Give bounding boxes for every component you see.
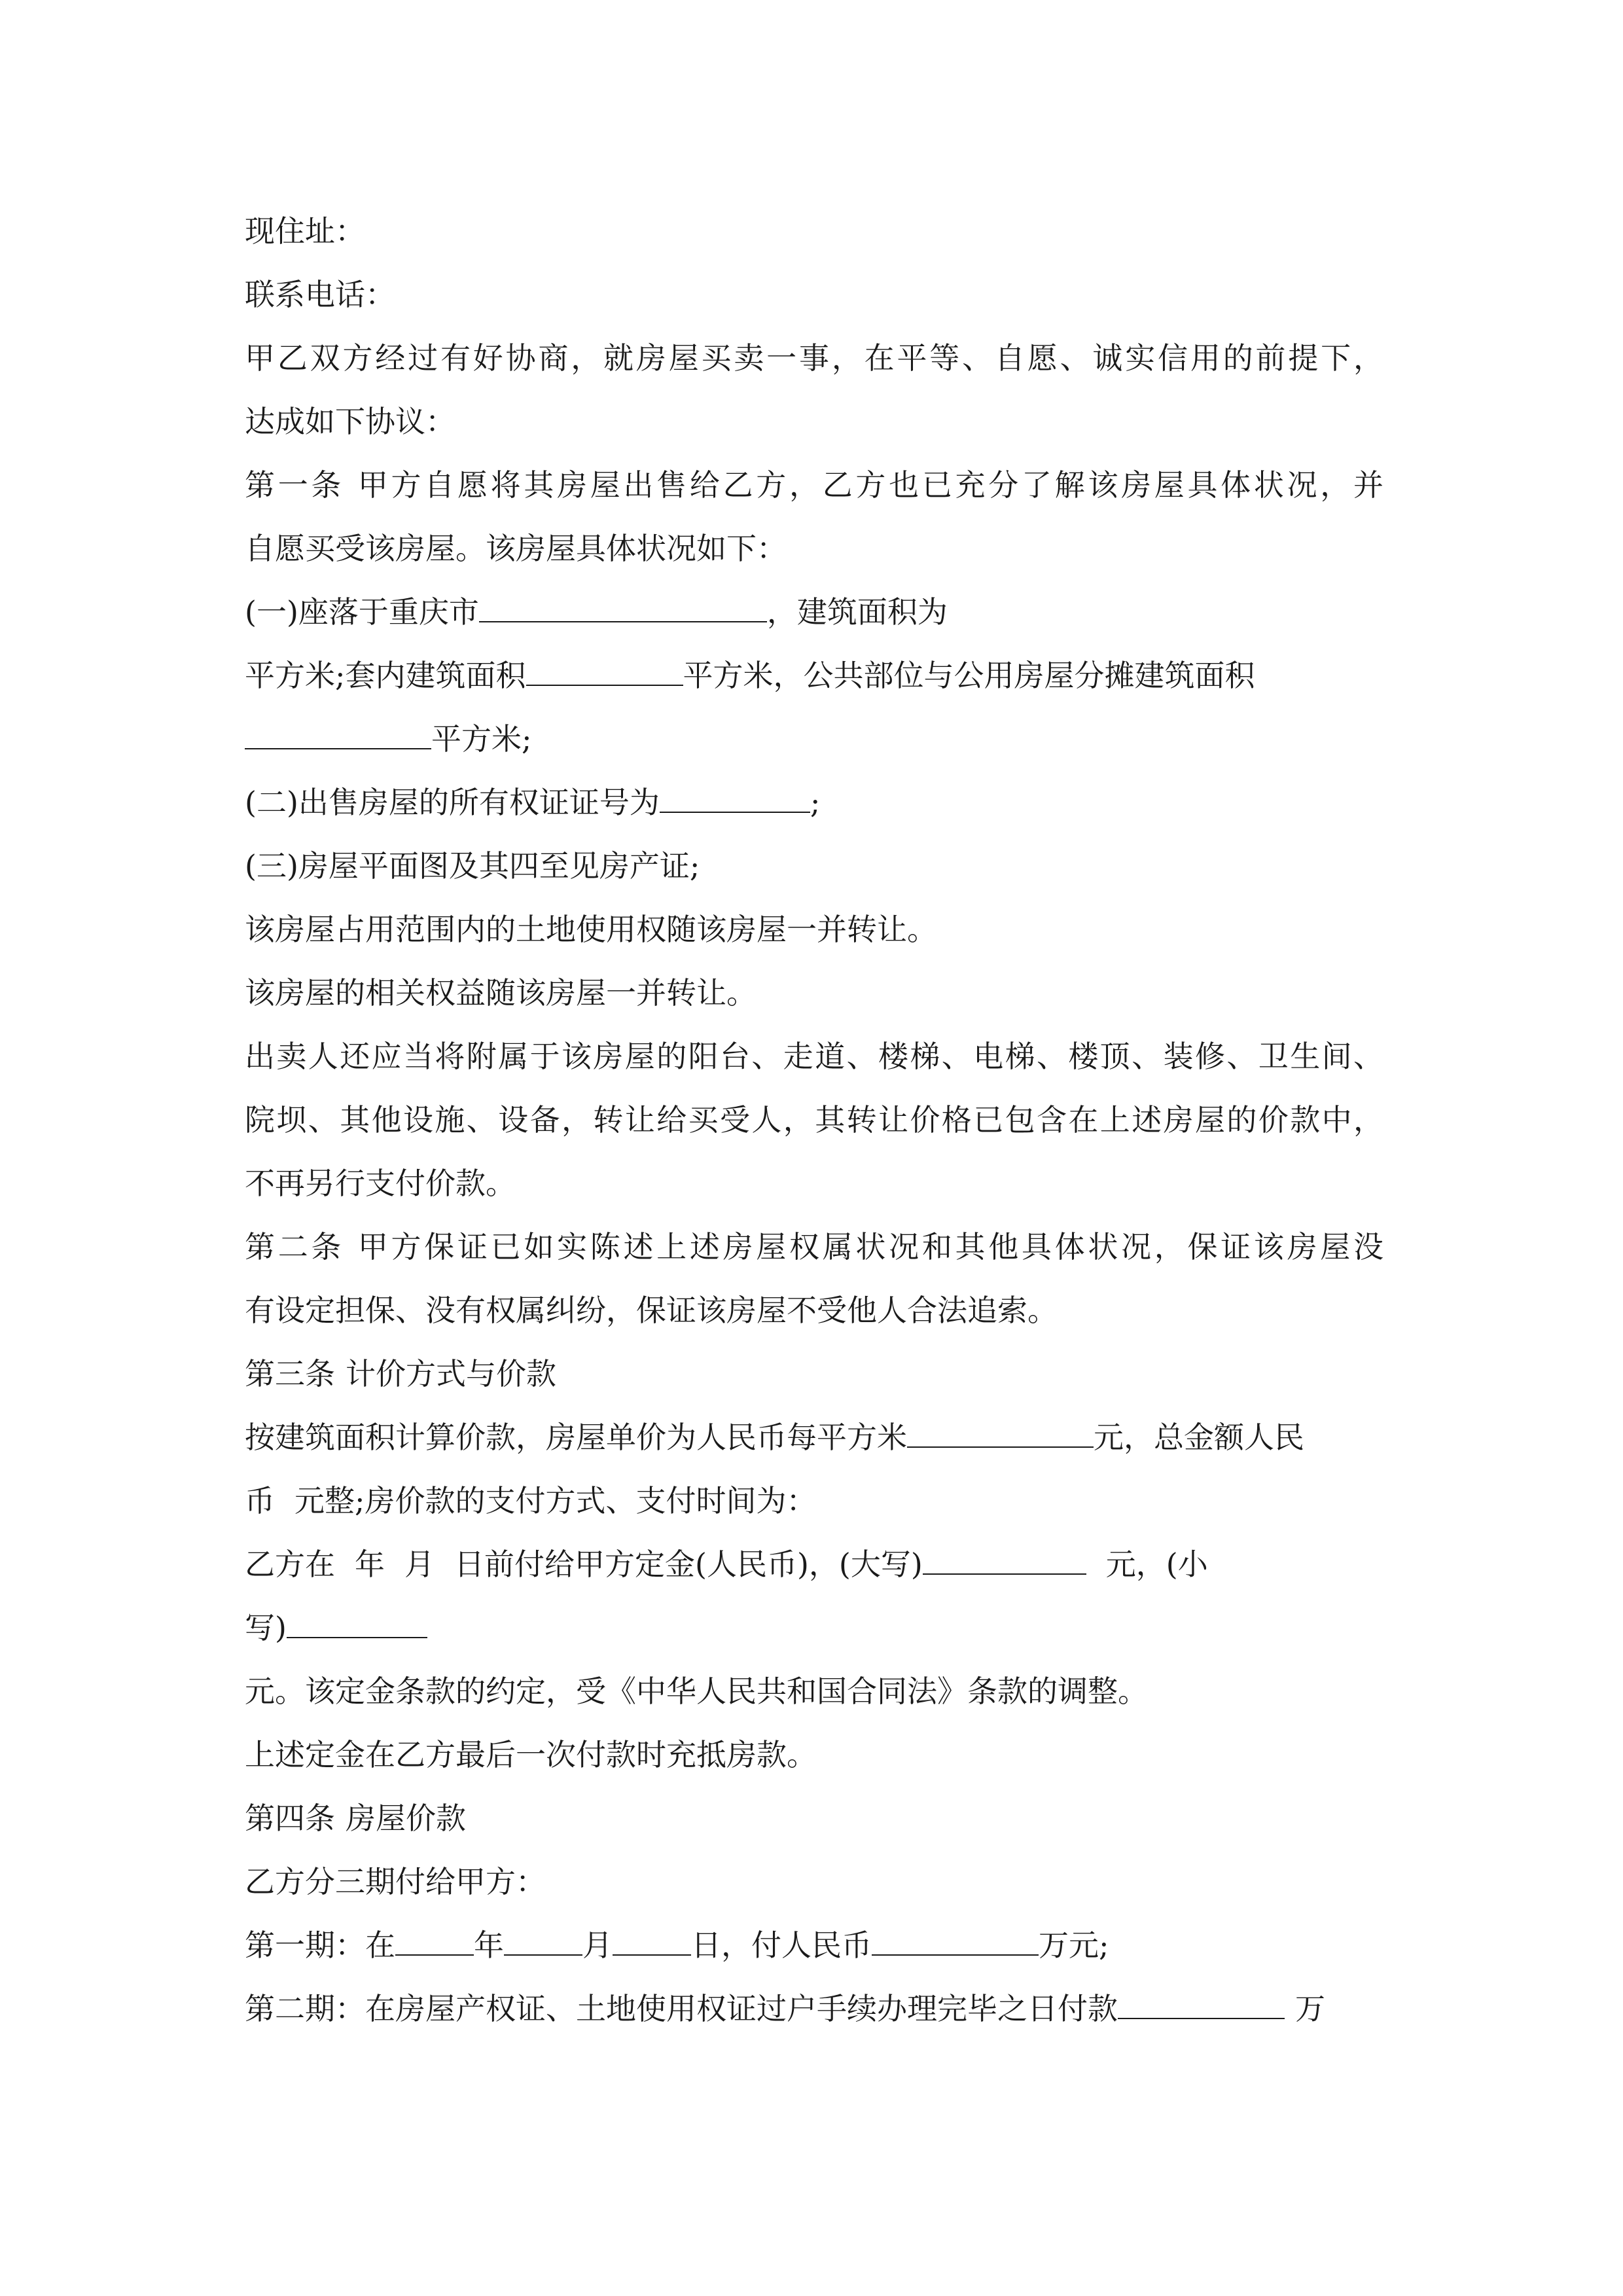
item-1-area-label: ，建筑面积为	[766, 594, 948, 630]
deposit-day-label: 日前付给甲方定金(人民币)，(大写)	[454, 1547, 923, 1582]
installments-intro: 乙方分三期付给甲方：	[245, 1864, 546, 1899]
installments-intro-line	[245, 1850, 1383, 1914]
phone-label: 联系电话：	[245, 277, 395, 312]
location-blank[interactable]	[479, 595, 767, 622]
deposit-line-3	[245, 1660, 1383, 1723]
article-2-line-1	[245, 1215, 1383, 1279]
item-1-line-1	[245, 581, 1383, 644]
article-4-title: 第四条	[245, 1801, 335, 1836]
item-3-text: (三)房屋平面图及其四至见房产证;	[245, 848, 700, 884]
intro-text-2: 达成如下协议：	[245, 404, 455, 439]
address-label: 现住址：	[245, 213, 365, 249]
deposit-line-2	[245, 1596, 1383, 1660]
payment-method-label: 元整;房价款的支付方式、支付时间为：	[294, 1483, 817, 1518]
item-1-unit: 平方米;	[431, 721, 532, 757]
installment-1-day-blank[interactable]	[613, 1928, 691, 1956]
intro-line-2	[245, 390, 1383, 454]
installment-2-line	[245, 1977, 1383, 2041]
attachments-text-2: 院坝、其他设施、设备，转让给买受人，其转让价格已包含在上述房屋的价款中，	[245, 1102, 1383, 1138]
installment-1-unit: 万元;	[1039, 1928, 1109, 1963]
installment-1-year-blank[interactable]	[395, 1928, 474, 1956]
item-3-line	[245, 834, 1383, 898]
installment-1-line	[245, 1914, 1383, 1977]
land-text: 该房屋占用范围内的土地使用权随该房屋一并转让。	[245, 912, 937, 947]
item-2-line	[245, 771, 1383, 834]
installment-2-label: 第二期：在房屋产权证、土地使用权证过户手续办理完毕之日付款	[245, 1991, 1118, 2026]
item-1-inner-area-label: 平方米;套内建筑面积	[245, 658, 526, 693]
article-2-title: 第二条	[245, 1229, 345, 1265]
deposit-lowercase-label: 元，(小	[1105, 1547, 1208, 1582]
installment-1-day-label: 日，付人民币	[691, 1928, 872, 1963]
attachments-line-2	[245, 1088, 1383, 1152]
address-line	[245, 200, 1383, 263]
shared-area-blank[interactable]	[245, 722, 431, 749]
deposit-year-label: 年	[355, 1547, 385, 1582]
installment-1-year-label: 年	[474, 1928, 504, 1963]
article-4-heading-text: 房屋价款	[346, 1801, 466, 1836]
deposit-uppercase-blank[interactable]	[923, 1547, 1086, 1575]
item-1-line-3	[245, 708, 1383, 771]
article-1-line-2	[245, 517, 1383, 581]
item-1-location-label: (一)座落于重庆市	[245, 594, 479, 630]
deposit-offset-text: 上述定金在乙方最后一次付款时充抵房款。	[245, 1737, 817, 1772]
installment-1-label: 第一期：在	[245, 1928, 395, 1963]
deposit-line-1	[245, 1533, 1383, 1596]
article-3-heading	[245, 1342, 1383, 1406]
price-line-2	[245, 1469, 1383, 1533]
land-line	[245, 898, 1383, 961]
price-line-1	[245, 1406, 1383, 1469]
attachments-text-3: 不再另行支付价款。	[245, 1166, 516, 1201]
installment-1-amount-blank[interactable]	[872, 1928, 1039, 1956]
deposit-month-label: 月	[404, 1547, 435, 1582]
deposit-law-text: 元。该定金条款的约定，受《中华人民共和国合同法》条款的调整。	[245, 1674, 1148, 1709]
unit-price-label: 按建筑面积计算价款，房屋单价为人民币每平方米	[245, 1420, 907, 1455]
rights-text: 该房屋的相关权益随该房屋一并转让。	[245, 975, 757, 1011]
installment-2-unit: 万	[1295, 1991, 1325, 2026]
article-1-line-1	[245, 454, 1383, 517]
inner-area-blank[interactable]	[526, 658, 683, 686]
article-2-text-2: 有设定担保、没有权属纠纷，保证该房屋不受他人合法追索。	[245, 1293, 1058, 1328]
total-amount-label: 元，总金额人民	[1094, 1420, 1304, 1455]
item-1-line-2	[245, 644, 1383, 708]
article-1-text-1: 甲方自愿将其房屋出售给乙方，乙方也已充分了解该房屋具体状况，并	[355, 467, 1383, 503]
article-1-text-2: 自愿买受该房屋。该房屋具体状况如下：	[245, 531, 787, 566]
deposit-party-label: 乙方在	[245, 1547, 335, 1582]
item-1-shared-area-label: 平方米，公共部位与公用房屋分摊建筑面积	[683, 658, 1255, 693]
currency-label: 币	[245, 1483, 275, 1518]
article-2-text-1: 甲方保证已如实陈述上述房屋权属状况和其他具体状况，保证该房屋没	[355, 1229, 1383, 1265]
rights-line	[245, 961, 1383, 1025]
item-2-end: ;	[810, 785, 821, 820]
article-3-heading-text: 计价方式与价款	[346, 1356, 556, 1391]
installment-1-month-label: 月	[582, 1928, 613, 1963]
deposit-write-label: 写)	[245, 1610, 287, 1645]
deposit-lowercase-blank[interactable]	[287, 1611, 427, 1638]
installment-2-amount-blank[interactable]	[1118, 1992, 1285, 2019]
unit-price-blank[interactable]	[907, 1420, 1094, 1448]
article-1-title: 第一条	[245, 467, 345, 503]
item-2-label: (二)出售房屋的所有权证证号为	[245, 785, 660, 820]
installment-1-month-blank[interactable]	[504, 1928, 582, 1956]
article-3-title: 第三条	[245, 1356, 335, 1391]
attachments-line-3	[245, 1152, 1383, 1215]
article-2-line-2	[245, 1279, 1383, 1342]
attachments-line-1	[245, 1025, 1383, 1088]
article-4-heading	[245, 1787, 1383, 1850]
attachments-text-1: 出卖人还应当将附属于该房屋的阳台、走道、楼梯、电梯、楼顶、装修、卫生间、	[245, 1039, 1383, 1074]
contract-body	[245, 200, 1383, 2041]
intro-line-1	[245, 327, 1383, 390]
phone-line	[245, 263, 1383, 327]
deposit-line-4	[245, 1723, 1383, 1787]
intro-text-1: 甲乙双方经过有好协商，就房屋买卖一事，在平等、自愿、诚实信用的前提下，	[245, 340, 1383, 376]
certificate-number-blank[interactable]	[660, 785, 810, 813]
